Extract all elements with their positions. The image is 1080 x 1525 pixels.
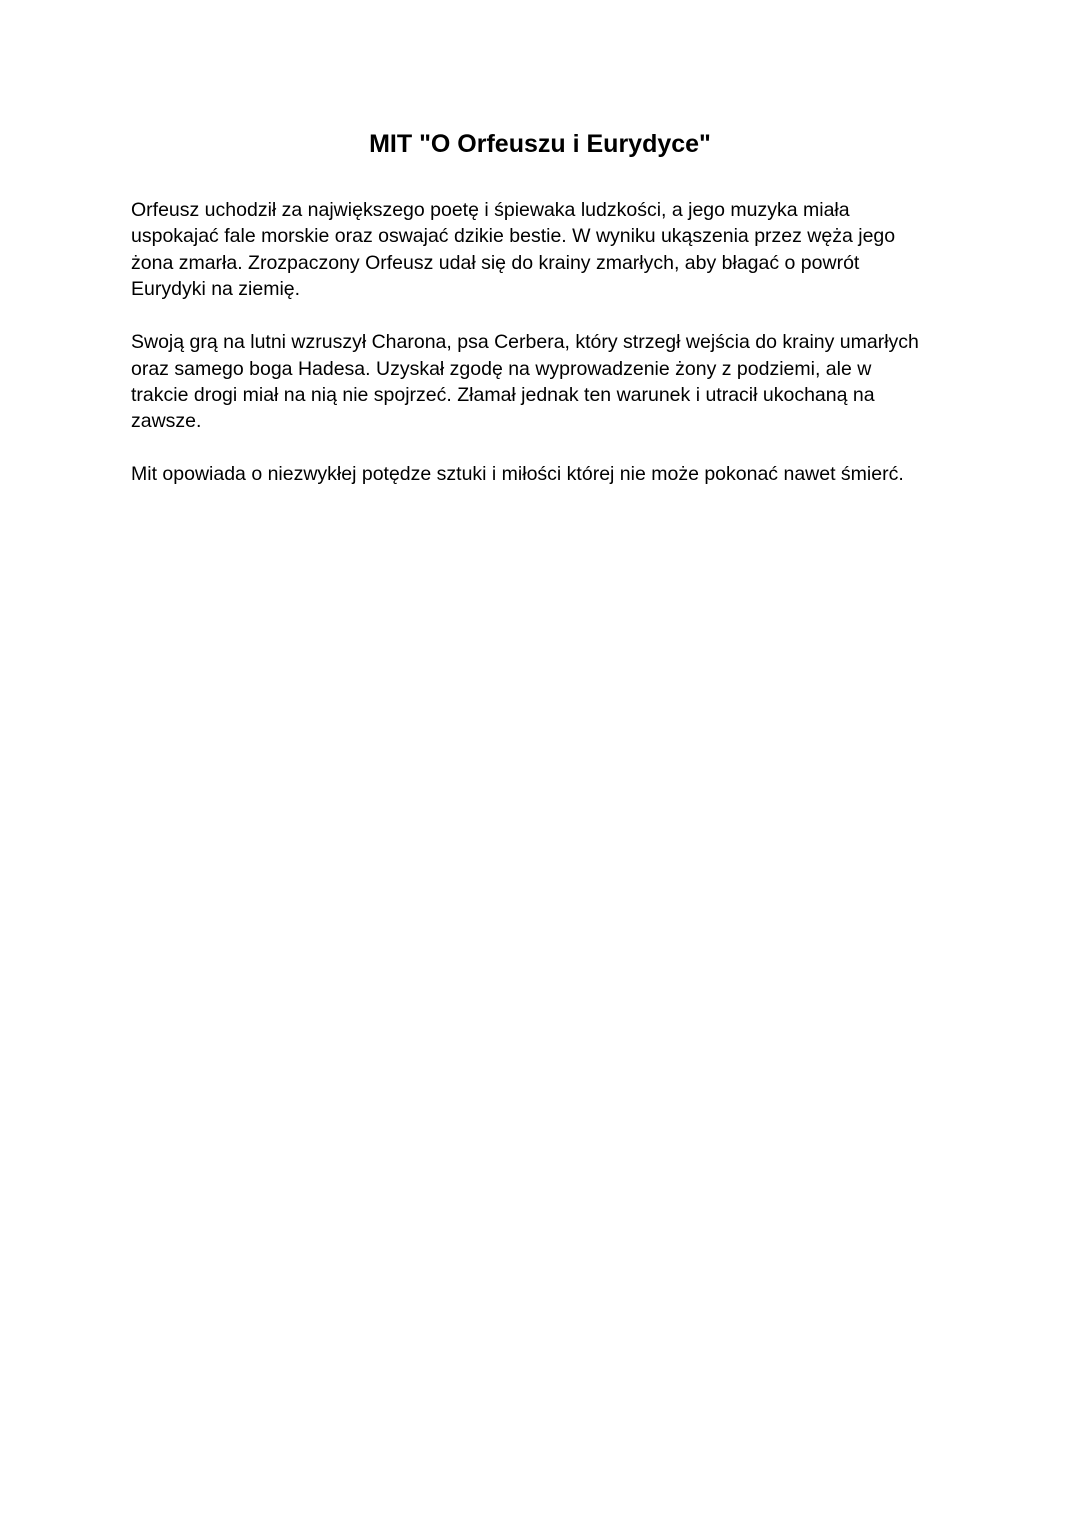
paragraph-line: trakcie drogi miał na nią nie spojrzeć. Złamał jednak ten warunek i utracił ukochaną na bbox=[131, 383, 875, 406]
paragraph-1 bbox=[131, 197, 961, 303]
paragraph-line: uspokajać fale morskie oraz oswajać dzikie bestie. W wyniku ukąszenia przez węża jego bbox=[131, 225, 896, 248]
paragraph-line: Mit opowiada o niezwykłej potędze sztuki i miłości której nie może pokonać nawet śmierć. bbox=[131, 463, 904, 486]
paragraph-line: oraz samego boga Hadesa. Uzyskał zgodę na wyprowadzenie żony z podziemi, ale w bbox=[131, 357, 872, 380]
paragraph-3 bbox=[131, 461, 961, 487]
paragraph-line: zawsze. bbox=[131, 410, 202, 433]
paragraph-line: Swoją grą na lutni wzruszył Charona, psa Cerbera, który strzegł wejścia do krainy umarłych bbox=[131, 331, 919, 354]
paragraph-line: Orfeusz uchodził za największego poetę i śpiewaka ludzkości, a jego muzyka miała bbox=[131, 199, 850, 221]
document-body bbox=[131, 197, 961, 514]
paragraph-line: żona zmarła. Zrozpaczony Orfeusz udał się do krainy zmarłych, aby błagać o powrót bbox=[131, 251, 860, 274]
paragraph-2 bbox=[131, 329, 961, 435]
paragraph-line: Eurydyki na ziemię. bbox=[131, 278, 301, 301]
document-title: MIT "O Orfeuszu i Eurydyce" bbox=[369, 130, 711, 158]
